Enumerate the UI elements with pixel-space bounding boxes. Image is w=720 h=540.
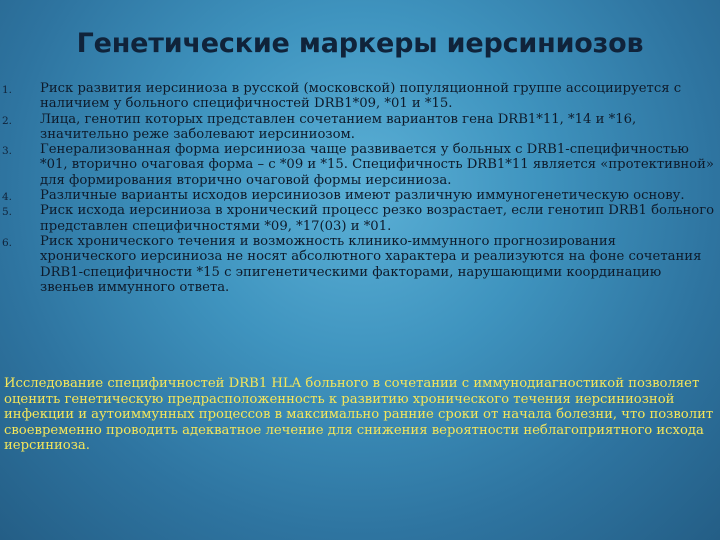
list-item (0, 81, 716, 112)
item-text: Лица, генотип которых представлен сочетанием вариантов гена DRB1*11, *14 и *16, значительно реже заболевают иерсиниозом. (40, 111, 637, 142)
item-text: Риск развития иерсиниоза в русской (московской) популяционной группе ассоциируется с наличием у больного специфичностей DRB1*09, *01 и *15. (40, 81, 682, 112)
item-text: Различные варианты исходов иерсиниозов имеют различную иммуногенетическую основу. (40, 188, 685, 204)
item-number: 4. (2, 191, 13, 204)
list-item (0, 112, 716, 143)
list-item (0, 188, 716, 203)
item-text: Риск исхода иерсиниоза в хронический процесс резко возрастает, если генотип DRB1 больного представлен специфичностями *09, *17(03) и *01. (40, 203, 715, 234)
list-item (0, 234, 716, 295)
findings-list (0, 81, 716, 295)
slide-title: Генетические маркеры иерсиниозов (76, 28, 644, 59)
item-number: 1. (2, 84, 13, 96)
item-number: 6. (2, 236, 13, 249)
list-item (0, 142, 716, 188)
list-item (0, 203, 716, 234)
item-number: 5. (2, 206, 13, 219)
item-number: 2. (2, 114, 13, 127)
item-text: Генерализованная форма иерсиниоза чаще развивается у больных с DRB1-специфичностью *01, вторично очаговая форма – с *09 и *15. Специфичность DRB1*11 является «протективной» для формирования вторично очаговой формы иерсиниоза. (40, 142, 714, 188)
item-number: 3. (2, 145, 13, 158)
item-text: Риск хронического течения и возможность клинико-иммунного прогнозирования хронического иерсиниоза не носят абсолютного характера и реализуются на фоне сочетания DRB1-специфичности *15 с эпигенетическими факторами, нарушающими координацию звеньев иммунного ответа. (40, 233, 702, 295)
summary-paragraph: Исследование специфичностей DRB1 HLA больного в сочетании с иммунодиагностикой позволяет оценить генетическую предрасположенность к развитию хронического течения иерсиниозной инфекции и аутоиммунных процессов в максимально ранние сроки от начала болезни, что позволит своевременно проводить адекватное лечение для снижения вероятности неблагоприятного исхода иерсиниоза. (4, 376, 714, 454)
